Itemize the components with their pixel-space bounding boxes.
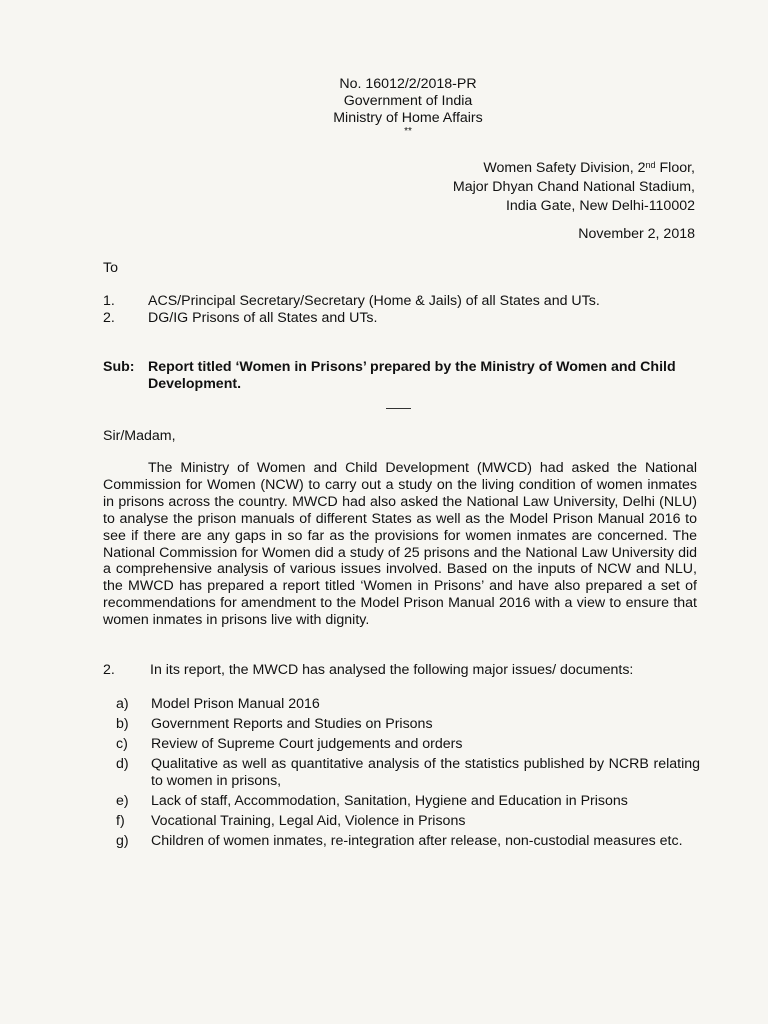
subject-text: Report titled ‘Women in Prisons’ prepared by the Ministry of Women and Child Development. (148, 359, 676, 392)
list-item (116, 736, 700, 753)
list-item (116, 756, 700, 790)
recipient-text: DG/IG Prisons of all States and UTs. (148, 310, 378, 326)
address-line-1 (453, 159, 695, 178)
subject-label: Sub: (103, 359, 135, 375)
paragraph-2-text: In its report, the MWCD has analysed the following major issues/ documents: (150, 662, 634, 678)
paragraph-number: 2. (103, 662, 115, 678)
sender-address (453, 159, 695, 216)
paragraph-1: The Ministry of Women and Child Development (MWCD) had asked the National Commission for Women (NCW) to carry out a study on the living condition of women inmates in prisons across the country. MWCD had also asked the National Law University, Delhi (NLU) to analyse the prison manuals of different States as well as the Model Prison Manual 2016 to see if there are any gaps in so far as the provisions for women inmates are concerned. The National Commission for Women did a study of 25 prisons and the National Law University did a comprehensive analysis of various issues involved. Based on the inputs of NCW and NLU, the MWCD has prepared a report titled ‘Women in Prisons’ and have also prepared a set of recommendations for amendment to the Model Prison Manual 2016 with a view to ensure that women inmates in prisons live with dignity. (103, 460, 697, 629)
address-line-2: Major Dhyan Chand National Stadium, (452, 179, 695, 195)
to-label: To (103, 260, 118, 276)
list-text: Children of women inmates, re-integration after release, non-custodial measures etc. (151, 833, 683, 849)
header-stars: ** (404, 126, 412, 137)
address-line-1-sup: nd (645, 160, 656, 170)
letter-header (0, 76, 768, 137)
salutation: Sir/Madam, (103, 428, 176, 444)
list-item (116, 696, 700, 713)
list-item (116, 716, 700, 733)
list-text: Vocational Training, Legal Aid, Violence in Prisons (151, 813, 466, 829)
list-marker: a) (116, 696, 129, 712)
list-text: Model Prison Manual 2016 (151, 696, 320, 712)
recipient-number: 2. (103, 310, 115, 326)
recipient-item (103, 293, 600, 310)
recipient-text: ACS/Principal Secretary/Secretary (Home & Jails) of all States and UTs. (148, 293, 600, 309)
letter-date: November 2, 2018 (578, 226, 695, 242)
recipient-item (103, 310, 600, 327)
list-marker: e) (116, 793, 129, 809)
list-item (116, 833, 700, 850)
paragraph-2 (103, 662, 633, 679)
ministry-name: Ministry of Home Affairs (333, 110, 483, 126)
subject-line (103, 359, 703, 393)
list-text: Lack of staff, Accommodation, Sanitation, Hygiene and Education in Prisons (151, 793, 628, 809)
list-marker: d) (116, 756, 129, 772)
address-line-1-text: Women Safety Division, 2 (483, 160, 646, 176)
list-marker: c) (116, 736, 128, 752)
recipient-list (103, 293, 600, 327)
divider (386, 408, 411, 409)
list-item (116, 813, 700, 830)
address-line-1-end: Floor, (655, 160, 695, 176)
list-text: Qualitative as well as quantitative analysis of the statistics published by NCRB relating to women in prisons, (151, 756, 700, 789)
file-number: No. 16012/2/2018-PR (339, 76, 477, 92)
list-text: Review of Supreme Court judgements and orders (151, 736, 463, 752)
list-marker: g) (116, 833, 129, 849)
list-text: Government Reports and Studies on Prisons (151, 716, 433, 732)
address-line-3: India Gate, New Delhi-110002 (505, 198, 695, 214)
list-marker: f) (116, 813, 125, 829)
list-marker: b) (116, 716, 129, 732)
issues-list (116, 696, 700, 853)
government-name: Government of India (343, 93, 473, 109)
list-item (116, 793, 700, 810)
recipient-number: 1. (103, 293, 115, 309)
